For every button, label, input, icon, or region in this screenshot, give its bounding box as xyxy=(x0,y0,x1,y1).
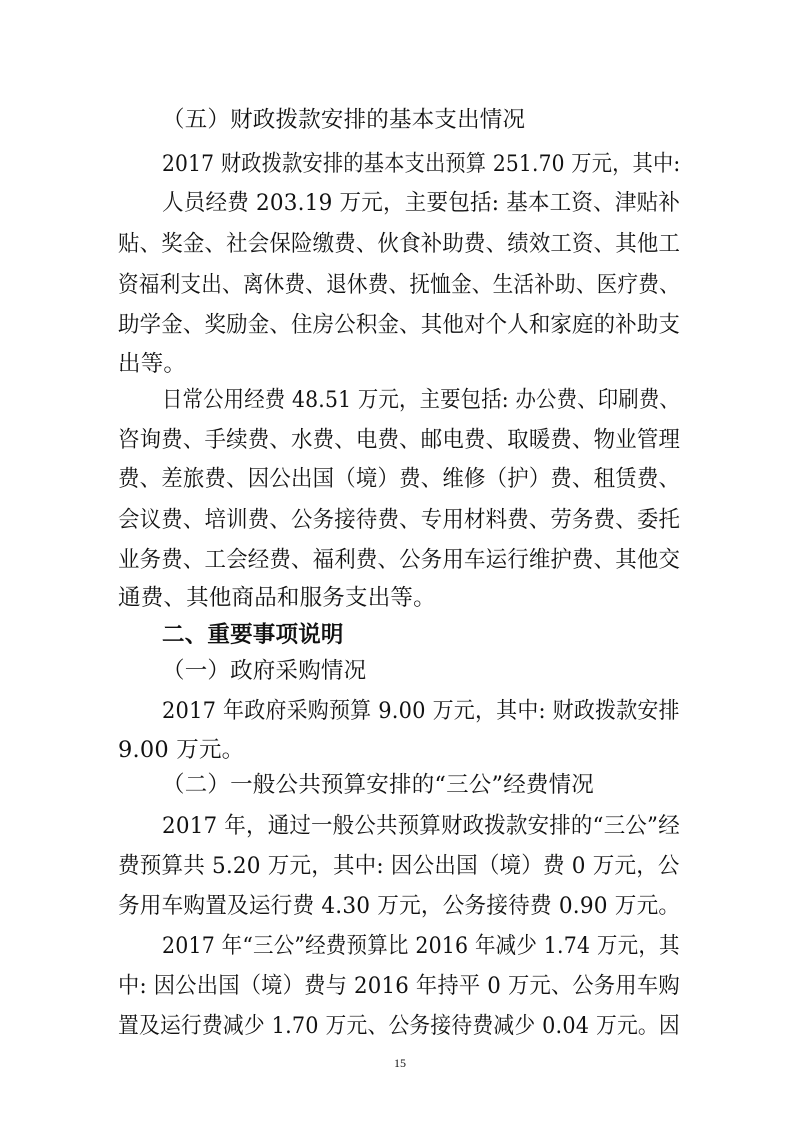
page-number: 15 xyxy=(394,1056,406,1070)
daily-line-5: 业务费、工会经费、福利费、公务用车运行维护费、其他交 xyxy=(118,547,681,573)
personnel-line-5: 出等。 xyxy=(118,351,187,377)
daily-line-1: 日常公用经费 48.51 万元，主要包括: 办公费、印刷费、 xyxy=(162,387,680,413)
comparison-line-3: 置及运行费减少 1.70 万元、公务接待费减少 0.04 万元。因 xyxy=(118,1013,680,1039)
daily-line-2: 咨询费、手续费、水费、电费、邮电费、取暖费、物业管理 xyxy=(118,427,681,453)
three-public-line-1: 2017 年，通过一般公共预算财政拨款安排的“三公”经 xyxy=(162,813,680,839)
personnel-line-1: 人员经费 203.19 万元，主要包括: 基本工资、津贴补 xyxy=(162,190,681,216)
procurement-line-2: 9.00 万元。 xyxy=(118,737,245,763)
three-public-line-2: 费预算共 5.20 万元，其中: 因公出国（境）费 0 万元，公 xyxy=(118,853,680,879)
personnel-line-4: 助学金、奖励金、住房公积金、其他对个人和家庭的补助支 xyxy=(118,312,681,338)
subsection-2-heading: （二）一般公共预算安排的“三公”经费情况 xyxy=(162,772,595,798)
procurement-line-1: 2017 年政府采购预算 9.00 万元，其中: 财政拨款安排 xyxy=(162,698,680,724)
section-2-heading: 二、重要事项说明 xyxy=(162,622,344,648)
comparison-line-1: 2017 年“三公”经费预算比 2016 年减少 1.74 万元，其 xyxy=(162,933,680,959)
daily-line-6: 通费、其他商品和服务支出等。 xyxy=(118,585,436,611)
subsection-1-heading: （一）政府采购情况 xyxy=(162,658,367,684)
daily-line-3: 费、差旅费、因公出国（境）费、维修（护）费、租赁费、 xyxy=(118,466,681,492)
daily-line-4: 会议费、培训费、公务接待费、专用材料费、劳务费、委托 xyxy=(118,507,681,533)
basic-spend-intro: 2017 财政拨款安排的基本支出预算 251.70 万元，其中: xyxy=(162,151,681,177)
section-heading-5: （五）财政拨款安排的基本支出情况 xyxy=(162,107,526,133)
three-public-line-3: 务用车购置及运行费 4.30 万元，公务接待费 0.90 万元。 xyxy=(118,893,681,919)
comparison-line-2: 中: 因公出国（境）费与 2016 年持平 0 万元、公务用车购 xyxy=(118,973,680,999)
personnel-line-2: 贴、奖金、社会保险缴费、伙食补助费、绩效工资、其他工 xyxy=(118,231,681,257)
personnel-line-3: 资福利支出、离休费、退休费、抚恤金、生活补助、医疗费、 xyxy=(118,272,680,298)
